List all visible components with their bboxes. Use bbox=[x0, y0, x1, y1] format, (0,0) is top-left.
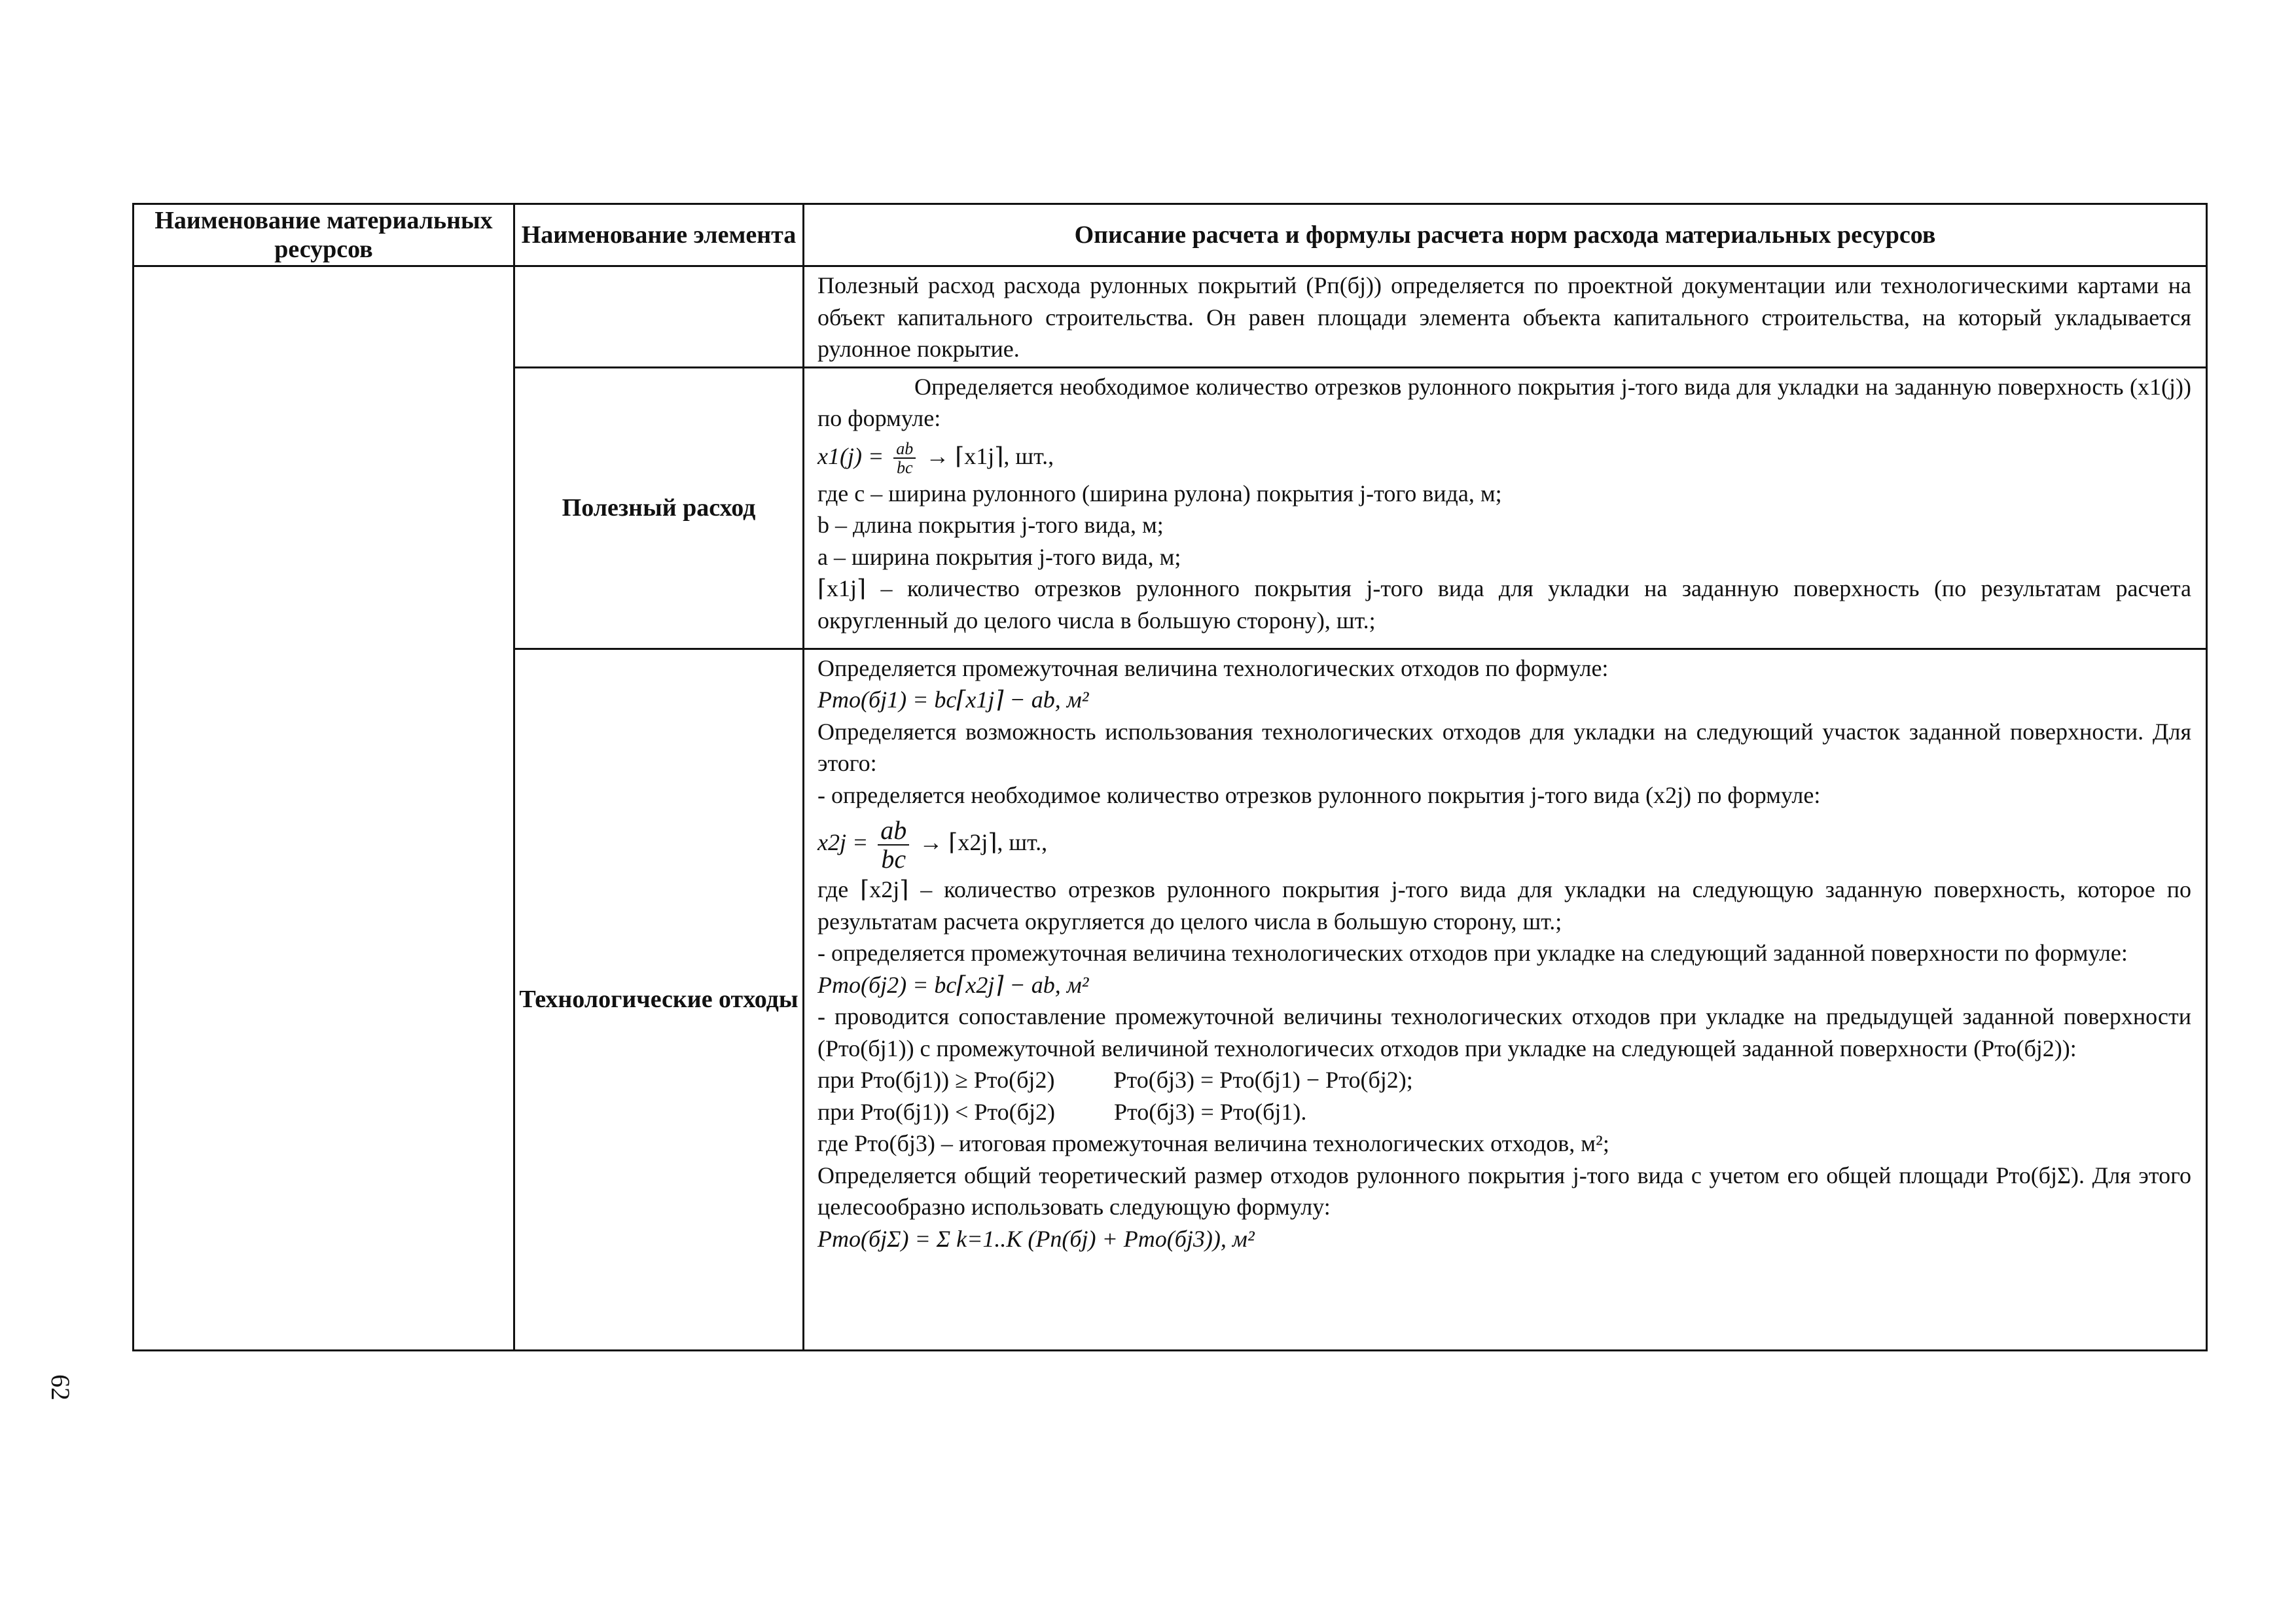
definition-b: b – длина покрытия j-того вида, м; bbox=[817, 512, 1164, 538]
resources-cell bbox=[134, 266, 514, 1351]
formula-lhs: x1(j) = bbox=[817, 442, 884, 469]
formula-fraction bbox=[878, 817, 909, 873]
fraction-numerator: ab bbox=[878, 817, 909, 846]
element-cell: Полезный расход bbox=[514, 367, 804, 649]
waste-possibility: Определяется возможность использования технологических отходов для укладки на следующий участок заданной поверхности. Для этого: bbox=[817, 718, 2191, 776]
element-cell: Технологические отходы bbox=[514, 649, 804, 1350]
fraction-denominator: bc bbox=[896, 458, 913, 478]
table-row bbox=[134, 266, 2207, 368]
fraction-numerator: ab bbox=[893, 440, 916, 459]
waste-formula-total: Pто(бjΣ) = Σ k=1..K (Pп(бj) + Pто(бj3)), м² bbox=[817, 1225, 1255, 1252]
definition-x2: где ⌈x2j⌉ – количество отрезков рулонного покрытия j-того вида для укладки на следующую заданную поверхность, которое по результатам расчета округляется до целого числа в большую сторону, шт.; bbox=[817, 876, 2191, 935]
waste-step-2: - определяется промежуточная величина технологических отходов при укладке на следующий заданной поверхности по формуле: bbox=[817, 940, 2128, 966]
definition-p3: где Pто(бj3) – итоговая промежуточная величина технологических отходов, м²; bbox=[817, 1130, 1609, 1156]
fraction-denominator: bc bbox=[881, 844, 906, 874]
condition-2: при Pто(бj1)) < Pто(бj2) Pто(бj3) = Pто(бj1). bbox=[817, 1098, 1307, 1125]
formula-lhs: x2j = bbox=[817, 829, 869, 855]
segments-formula bbox=[817, 435, 2191, 478]
waste-step-1: - определяется необходимое количество отрезков рулонного покрытия j-того вида (x2j) по формуле: bbox=[817, 781, 1821, 808]
description-cell bbox=[804, 266, 2207, 368]
waste-formula-1: Pто(бj1) = bc⌈x1j⌉ − ab, м² bbox=[817, 687, 1089, 713]
waste-formula-3: Pто(бj2) = bc⌈x2j⌉ − ab, м² bbox=[817, 971, 1089, 998]
formula-rhs: → ⌈x2j⌉, шт., bbox=[919, 829, 1048, 855]
header-element: Наименование элемента bbox=[514, 204, 804, 266]
waste-intro: Определяется промежуточная величина технологических отходов по формуле: bbox=[817, 654, 1609, 681]
formula-rhs: → ⌈x1j⌉, шт., bbox=[925, 442, 1054, 469]
waste-step-3: - проводится сопоставление промежуточной величины технологических отходов при укладке на предыдущей заданной поверхности (Pто(бj1)) с промежуточной величиной технологичесих отходов при укладке на следующей заданной поверхности (Pто(бj2)): bbox=[817, 1003, 2191, 1061]
header-description: Описание расчета и формулы расчета норм расхода материальных ресурсов bbox=[804, 204, 2207, 266]
header-resources: Наименование материальных ресурсов bbox=[134, 204, 514, 266]
definition-ceil: ⌈x1j⌉ – количество отрезков рулонного покрытия j-того вида для укладки на заданную поверхность (по результатам расчета округленный до целого числа в большую сторону), шт.; bbox=[817, 575, 2191, 633]
formula-fraction bbox=[893, 440, 916, 477]
waste-total: Определяется общий теоретический размер отходов рулонного покрытия j-того вида с учетом его общей площади Pто(бjΣ). Для этого целесообразно использовать следующую формулу: bbox=[817, 1162, 2191, 1220]
description-cell bbox=[804, 649, 2207, 1350]
condition-1: при Pто(бj1)) ≥ Pто(бj2) Pто(бj3) = Pто(бj1) − Pто(бj2); bbox=[817, 1067, 1413, 1093]
definition-a: a – ширина покрытия j-того вида, м; bbox=[817, 543, 1181, 570]
waste-formula-2 bbox=[817, 811, 2191, 874]
segments-intro: Определяется необходимое количество отрезков рулонного покрытия j-того вида для укладки на заданную поверхность (x1(j)) по формуле: bbox=[817, 373, 2191, 431]
page-number: 62 bbox=[46, 1374, 75, 1400]
description-cell bbox=[804, 367, 2207, 649]
norms-table bbox=[132, 203, 2208, 1351]
definition-c: где c – ширина рулонного (ширина рулона) покрытия j-того вида, м; bbox=[817, 480, 1502, 507]
header-row bbox=[134, 204, 2207, 266]
element-cell-empty bbox=[514, 266, 804, 368]
useful-consumption-text: Полезный расход расхода рулонных покрытий (Pп(бj)) определяется по проектной документации или технологическими картами на объект капитального строительства. Он равен площади элемента объекта капитального строительства, на который укладывается рулонное покрытие. bbox=[817, 272, 2191, 362]
